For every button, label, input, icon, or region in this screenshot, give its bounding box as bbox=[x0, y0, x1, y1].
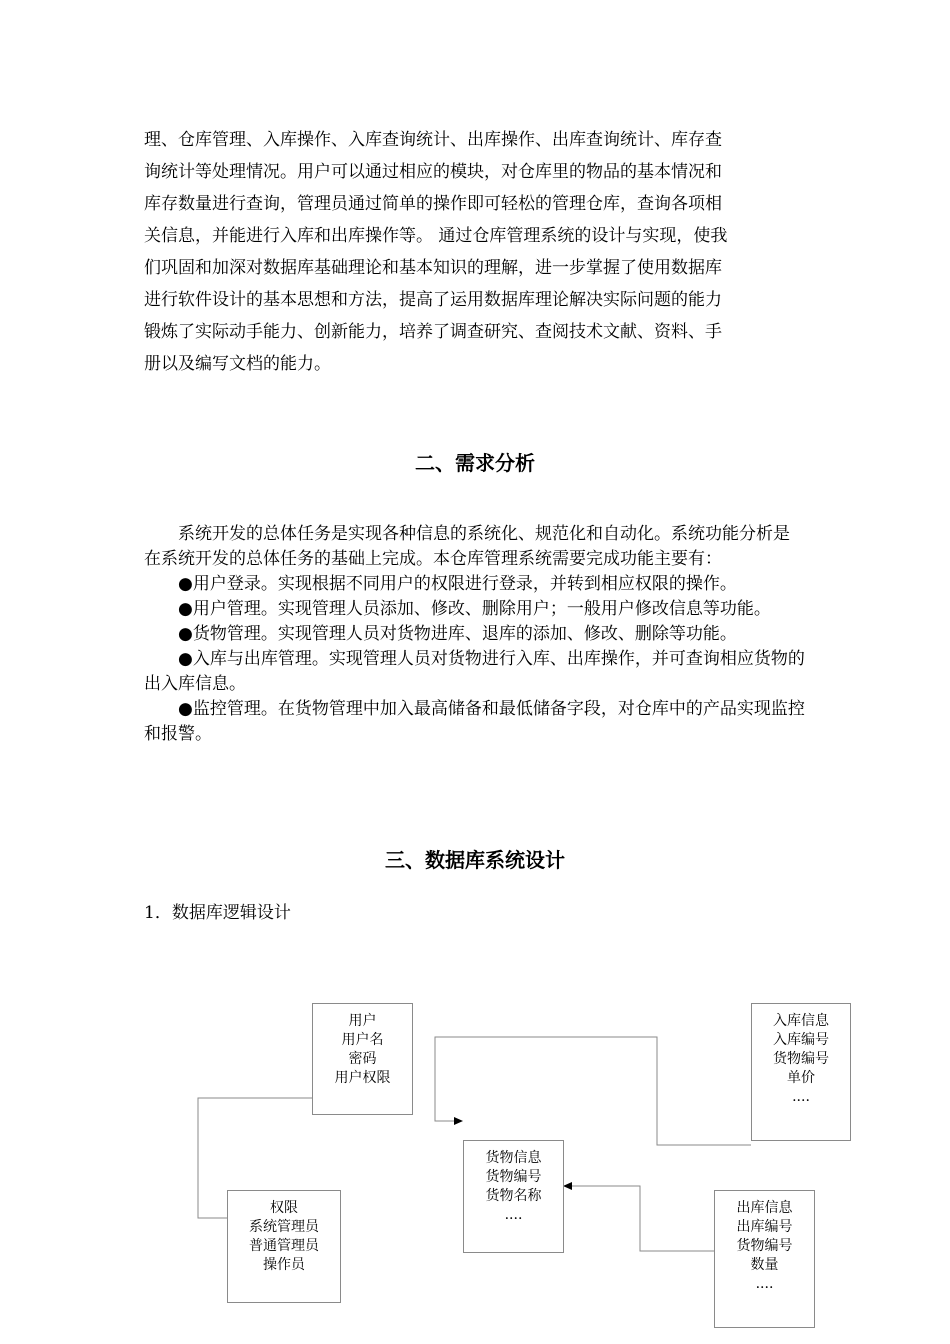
entity-field: .... bbox=[792, 1089, 810, 1105]
entity-field: 密码 bbox=[348, 1051, 377, 1067]
entity-field: 普通管理员 bbox=[249, 1238, 319, 1254]
intro-line: 理、仓库管理、入库操作、入库查询统计、出库操作、出库查询统计、库存查 bbox=[144, 130, 722, 150]
arrow-head bbox=[563, 1182, 572, 1190]
entity-field: 货物编号 bbox=[485, 1169, 542, 1185]
bullet-item: ●用户管理。实现管理人员添加、修改、删除用户；一般用户修改信息等功能。 bbox=[178, 599, 771, 619]
entity-user bbox=[312, 1003, 413, 1115]
connector-outbound-goods bbox=[572, 1186, 714, 1251]
entity-field: 入库信息 bbox=[773, 1013, 829, 1029]
entity-field: 入库编号 bbox=[773, 1032, 829, 1048]
entity-field: 用户 bbox=[348, 1013, 377, 1029]
entity-field: .... bbox=[755, 1276, 774, 1292]
entity-field: 用户权限 bbox=[334, 1070, 391, 1086]
entity-outbound bbox=[714, 1190, 815, 1328]
entity-field: 操作员 bbox=[263, 1257, 305, 1273]
intro-line: 库存数量进行查询，管理员通过简单的操作即可轻松的管理仓库，查询各项相 bbox=[144, 194, 722, 214]
entity-field: 单价 bbox=[787, 1070, 815, 1086]
entity-field: 出库信息 bbox=[736, 1200, 793, 1216]
entity-field: 用户名 bbox=[341, 1032, 384, 1048]
entity-field: .... bbox=[504, 1207, 523, 1223]
intro-line: 册以及编写文档的能力。 bbox=[144, 354, 331, 374]
intro-line: 进行软件设计的基本思想和方法，提高了运用数据库理论解决实际问题的能力 bbox=[144, 290, 722, 310]
arrow-head bbox=[454, 1117, 463, 1125]
bullet-item: ●入库与出库管理。实现管理人员对货物进行入库、出库操作，并可查询相应货物的出入库信息。 bbox=[144, 649, 805, 694]
entity-field: 货物名称 bbox=[485, 1188, 542, 1204]
connector-inbound-goods bbox=[435, 1037, 751, 1145]
section2-title: 二、需求分析 bbox=[415, 451, 535, 475]
section3-title: 三、数据库系统设计 bbox=[385, 848, 565, 872]
entity-permission bbox=[227, 1190, 341, 1303]
entity-field: 货物编号 bbox=[773, 1051, 829, 1067]
intro-line: 关信息，并能进行入库和出库操作等。 通过仓库管理系统的设计与实现，使我 bbox=[144, 226, 728, 246]
intro-line: 锻炼了实际动手能力、创新能力，培养了调查研究、查阅技术文献、资料、手 bbox=[144, 322, 722, 342]
entity-field: 出库编号 bbox=[736, 1219, 793, 1235]
entity-inbound bbox=[751, 1003, 851, 1141]
bullet-item: ●用户登录。实现根据不同用户的权限进行登录，并转到相应权限的操作。 bbox=[178, 574, 737, 594]
section2-intro: 系统开发的总体任务是实现各种信息的系统化、规范化和自动化。系统功能分析是在系统开发的总体任务的基础上完成。本仓库管理系统需要完成功能主要有： bbox=[144, 524, 790, 569]
intro-line: 们巩固和加深对数据库基础理论和基本知识的理解，进一步掌握了使用数据库 bbox=[144, 258, 722, 278]
entity-field: 货物编号 bbox=[736, 1238, 793, 1254]
entity-field: 系统管理员 bbox=[249, 1219, 319, 1235]
entity-field: 权限 bbox=[270, 1200, 298, 1216]
entity-goods bbox=[463, 1140, 564, 1253]
entity-field: 货物信息 bbox=[485, 1150, 542, 1166]
entity-field: 数量 bbox=[750, 1257, 779, 1273]
bullet-item: ●货物管理。实现管理人员对货物进库、退库的添加、修改、删除等功能。 bbox=[178, 624, 737, 644]
section3-subtitle: 1．数据库逻辑设计 bbox=[144, 903, 291, 923]
bullet-item: ●监控管理。在货物管理中加入最高储备和最低储备字段，对仓库中的产品实现监控和报警。 bbox=[144, 699, 805, 744]
intro-line: 询统计等处理情况。用户可以通过相应的模块，对仓库里的物品的基本情况和 bbox=[144, 162, 722, 182]
